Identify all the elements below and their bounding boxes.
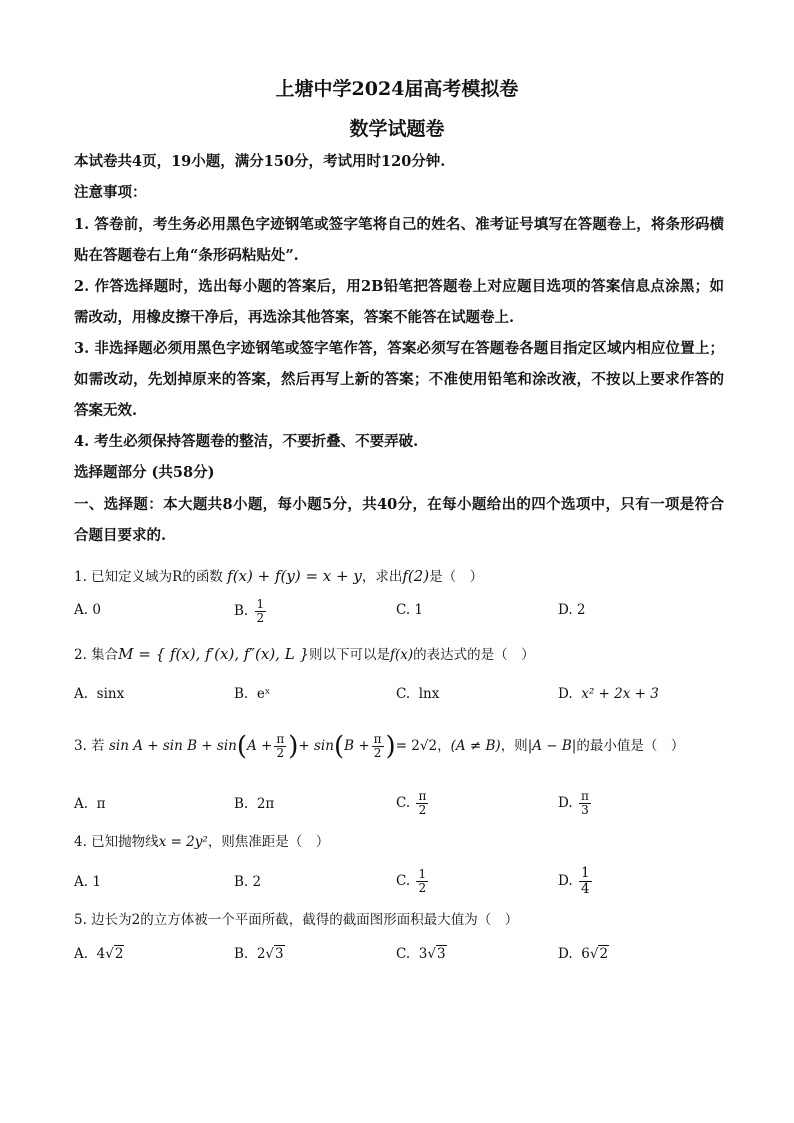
exam-subtitle: 数学试题卷 [349,118,445,140]
fraction-denominator: 2 [256,611,265,625]
q3-expr-part1: sin A + sin B + sin [108,738,237,754]
q2-option-a-label: A. [74,686,89,702]
q4-option-d[interactable] [558,866,594,897]
q5-option-b-radicand: 3 [275,946,284,962]
notice-item-4: 4. 考生必须保持答题卷的整洁，不要折叠、不要弄破. [74,433,419,450]
q5-option-c-label: C. [396,946,411,962]
q2-fx: f(x) [389,647,414,663]
q1-stem-prefix: 1. 已知定义域为 [74,569,173,585]
paren-open: ( [236,731,247,762]
q3-option-d-fraction [579,790,591,817]
q3-option-c-fraction [416,790,428,817]
q1-option-a[interactable]: A. 0 [74,602,101,618]
q1-stem-ask: ，求出 [361,569,403,585]
fraction-denominator: 4 [580,881,590,897]
question-1 [74,566,724,587]
q2-set-expression: M = { f(x), f′(x), f″(x), L } [118,645,309,663]
q3-stem-suffix: 的最小值是（ ） [576,738,685,754]
q4-option-d-label: D. [558,873,573,889]
q3-condition: (A ≠ B) [450,738,501,754]
q2-options [74,686,724,710]
q3-paren2-fraction [372,733,384,760]
q3-option-a-label: A. [74,796,89,812]
q2-option-b[interactable] [234,686,271,702]
fraction-denominator: 2 [276,746,285,760]
paren-close: ) [385,731,396,762]
q3-stem-mid: ，则 [500,738,528,754]
fraction-numerator: π [580,789,589,803]
q4-option-d-fraction [579,866,592,897]
q5-option-a[interactable] [74,946,124,962]
q4-option-a[interactable]: A. 1 [74,874,101,890]
q5-option-b-label: B. [234,946,249,962]
q2-option-c-value: lnx [418,686,440,702]
q1-option-b-label: B. [234,603,249,619]
q2-option-b-label: B. [234,686,249,702]
q2-stem-prefix: 2. 集合 [74,647,119,663]
q4-equation: x = 2y² [158,834,208,850]
q2-option-b-value: eˣ [256,686,271,702]
fraction-denominator: 2 [373,746,382,760]
q2-option-a-value: sinx [96,686,125,702]
q2-option-c[interactable] [396,686,439,702]
q5-option-b-coefficient: 2 [256,946,266,962]
q4-option-c-fraction [416,868,428,895]
fraction-denominator: 2 [418,881,427,895]
q1-option-b-fraction [255,598,267,625]
q5-option-a-label: A. [74,946,89,962]
q3-paren1-term: A + [247,738,273,754]
q3-stem-prefix: 3. 若 [74,738,105,754]
q3-abs-value: |A − B| [527,738,577,754]
q5-option-d-coefficient: 6 [581,946,590,962]
q3-option-c[interactable] [396,790,430,817]
q3-options [74,790,724,826]
paren-close: ) [288,731,299,762]
q1-stem-suffix: 是（ ） [429,569,484,585]
q3-stem-comma: ， [437,738,451,754]
question-4 [74,832,724,852]
q2-option-d-value: x² + 2x + 3 [581,686,659,702]
q2-option-c-label: C. [396,686,411,702]
q2-option-a[interactable] [74,686,124,702]
q4-option-c[interactable] [396,868,430,895]
exam-intro: 本试卷共4页，19小题，满分150分，考试用时120分钟. [74,153,446,170]
notice-item-1: 1. 答卷前，考生务必用黑色字迹钢笔或签字笔将自己的姓名、准考证号填写在答题卷上，将条形码横贴在答题卷右上角“条形码粘贴处”. [74,216,724,264]
q5-option-b[interactable] [234,946,285,962]
exam-title: 上塘中学2024届高考模拟卷 [275,78,519,100]
q1-option-b[interactable] [234,598,268,625]
radical-sign: √ [427,946,436,962]
radical-sign: √ [589,946,599,962]
q2-option-d-label: D. [558,686,573,702]
q4-options [74,866,724,902]
notice-item-3: 3. 非选择题必须用黑色字迹钢笔或签字笔作答，答案必须写在答题卷各题目指定区域内相应位置上；如需改动，先划掉原来的答案，然后再写上新的答案；不准使用铅笔和涂改液，不按以上要求作答的答案无效. [74,340,724,419]
paren-open: ( [333,731,345,762]
q3-expr-equals: = 2√2 [395,738,438,754]
question-5: 5. 边长为2的立方体被一个平面所截，截得的截面图形面积最大值为（ ） [74,912,519,928]
q2-option-d[interactable] [558,686,659,702]
q4-option-b[interactable]: B. 2 [234,874,262,890]
q5-option-c-radicand: 3 [436,946,446,962]
q3-option-a[interactable] [74,796,106,812]
q3-option-b-value: 2π [256,796,275,812]
q3-option-b-label: B. [234,796,249,812]
q3-option-a-value: π [96,796,106,812]
question-2 [74,644,724,665]
q2-stem-mid: 则以下可以是 [308,647,390,663]
section-instruction: 一、选择题：本大题共8小题，每小题5分，共40分，在每小题给出的四个选项中，只有一项是符合 合题目要求的. [74,496,753,544]
q3-paren1-fraction [274,733,286,760]
fraction-denominator: 2 [418,803,427,817]
q5-option-c[interactable] [396,946,447,962]
q1-option-c[interactable]: C. 1 [396,602,424,618]
fraction-numerator: π [373,732,382,746]
q5-option-d-radicand: 2 [599,946,609,962]
fraction-numerator: 1 [256,597,265,611]
fraction-numerator: 1 [418,867,427,881]
q1-options [74,597,724,626]
q5-option-c-coefficient: 3 [418,946,428,962]
q4-stem-prefix: 4. 已知抛物线 [74,834,159,850]
radical-sign: √ [265,946,275,962]
q3-paren2-term: B + [344,738,370,754]
q3-option-d-label: D. [558,795,573,811]
q3-option-c-label: C. [396,795,411,811]
q1-option-d[interactable]: D. 2 [558,602,586,618]
fraction-numerator: π [418,789,427,803]
q1-target: f(2) [402,567,430,585]
q3-expr-plus: + sin [298,738,334,754]
q4-stem-suffix: ，则焦准距是（ ） [207,834,330,850]
q5-options [74,946,724,970]
q5-option-d-label: D. [558,946,573,962]
question-3 [74,728,724,765]
part-title: 选择题部分 (共58分) [74,464,215,481]
q1-domain-symbol: R [172,569,183,585]
q3-option-d[interactable] [558,790,593,817]
q4-option-c-label: C. [396,873,411,889]
radical-sign: √ [105,946,114,962]
q5-option-d[interactable] [558,946,609,962]
notice-heading: 注意事项： [74,184,147,201]
fraction-numerator: 1 [580,865,590,881]
q5-option-a-coefficient: 4 [96,946,106,962]
fraction-numerator: π [276,732,285,746]
q3-option-b[interactable] [234,796,274,812]
notice-item-2: 2. 作答选择题时，选出每小题的答案后，用2B铅笔把答题卷上对应题目选项的答案信息点涂黑；如需改动，用橡皮擦干净后，再选涂其他答案，答案不能答在试题卷上. [74,278,724,326]
q5-option-a-radicand: 2 [114,946,124,962]
q1-stem-mid: 的函数 [182,569,223,585]
q2-stem-suffix: 的表达式的是（ ） [413,647,535,663]
q1-equation: f(x) + f(y) = x + y [227,567,362,585]
fraction-denominator: 3 [581,803,589,817]
